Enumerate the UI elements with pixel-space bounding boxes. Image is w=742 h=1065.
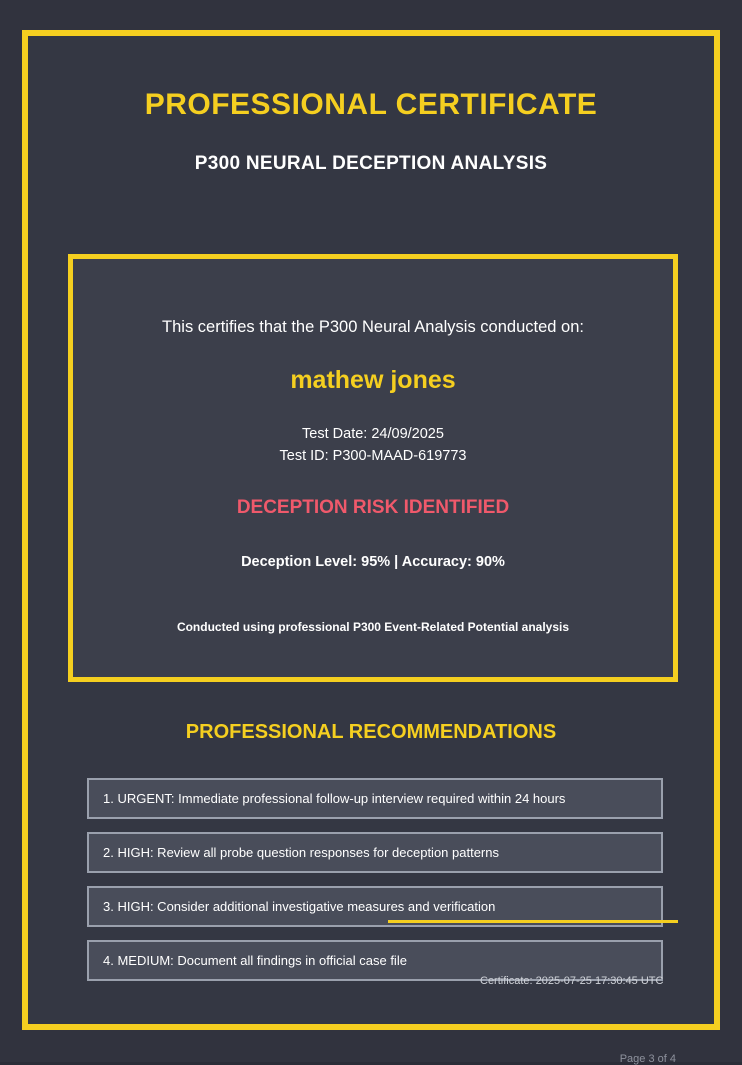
- subject-name: mathew jones: [290, 366, 456, 394]
- page-title: PROFESSIONAL CERTIFICATE: [144, 88, 598, 121]
- page-number: Page 3 of 4: [619, 1053, 676, 1065]
- certificate-timestamp: Certificate: 2025-07-25 17:30:45 UTC: [480, 975, 664, 987]
- method-note: Conducted using professional P300 Event-Related Potential analysis: [176, 620, 570, 634]
- list-item: 3. HIGH: Consider additional investigative measures and verification: [87, 886, 663, 927]
- test-id: Test ID: P300-MAAD-619773: [279, 448, 467, 464]
- certificate-details-panel: [68, 254, 678, 682]
- list-item: 4. MEDIUM: Document all findings in official case file: [87, 940, 663, 981]
- certifies-statement: This certifies that the P300 Neural Analysis conducted on:: [162, 318, 584, 336]
- metrics-summary: Deception Level: 95% | Accuracy: 90%: [241, 554, 505, 570]
- list-item: 1. URGENT: Immediate professional follow-up interview required within 24 hours: [87, 778, 663, 819]
- accent-divider: [388, 920, 678, 923]
- page-subtitle: P300 NEURAL DECEPTION ANALYSIS: [194, 153, 548, 174]
- recommendations-list: [87, 778, 663, 994]
- status-badge: DECEPTION RISK IDENTIFIED: [236, 497, 510, 518]
- test-date: Test Date: 24/09/2025: [302, 426, 444, 442]
- certificate-outer-border: [22, 30, 720, 1065]
- list-item: 2. HIGH: Review all probe question responses for deception patterns: [87, 832, 663, 873]
- recommendations-title: PROFESSIONAL RECOMMENDATIONS: [185, 721, 557, 743]
